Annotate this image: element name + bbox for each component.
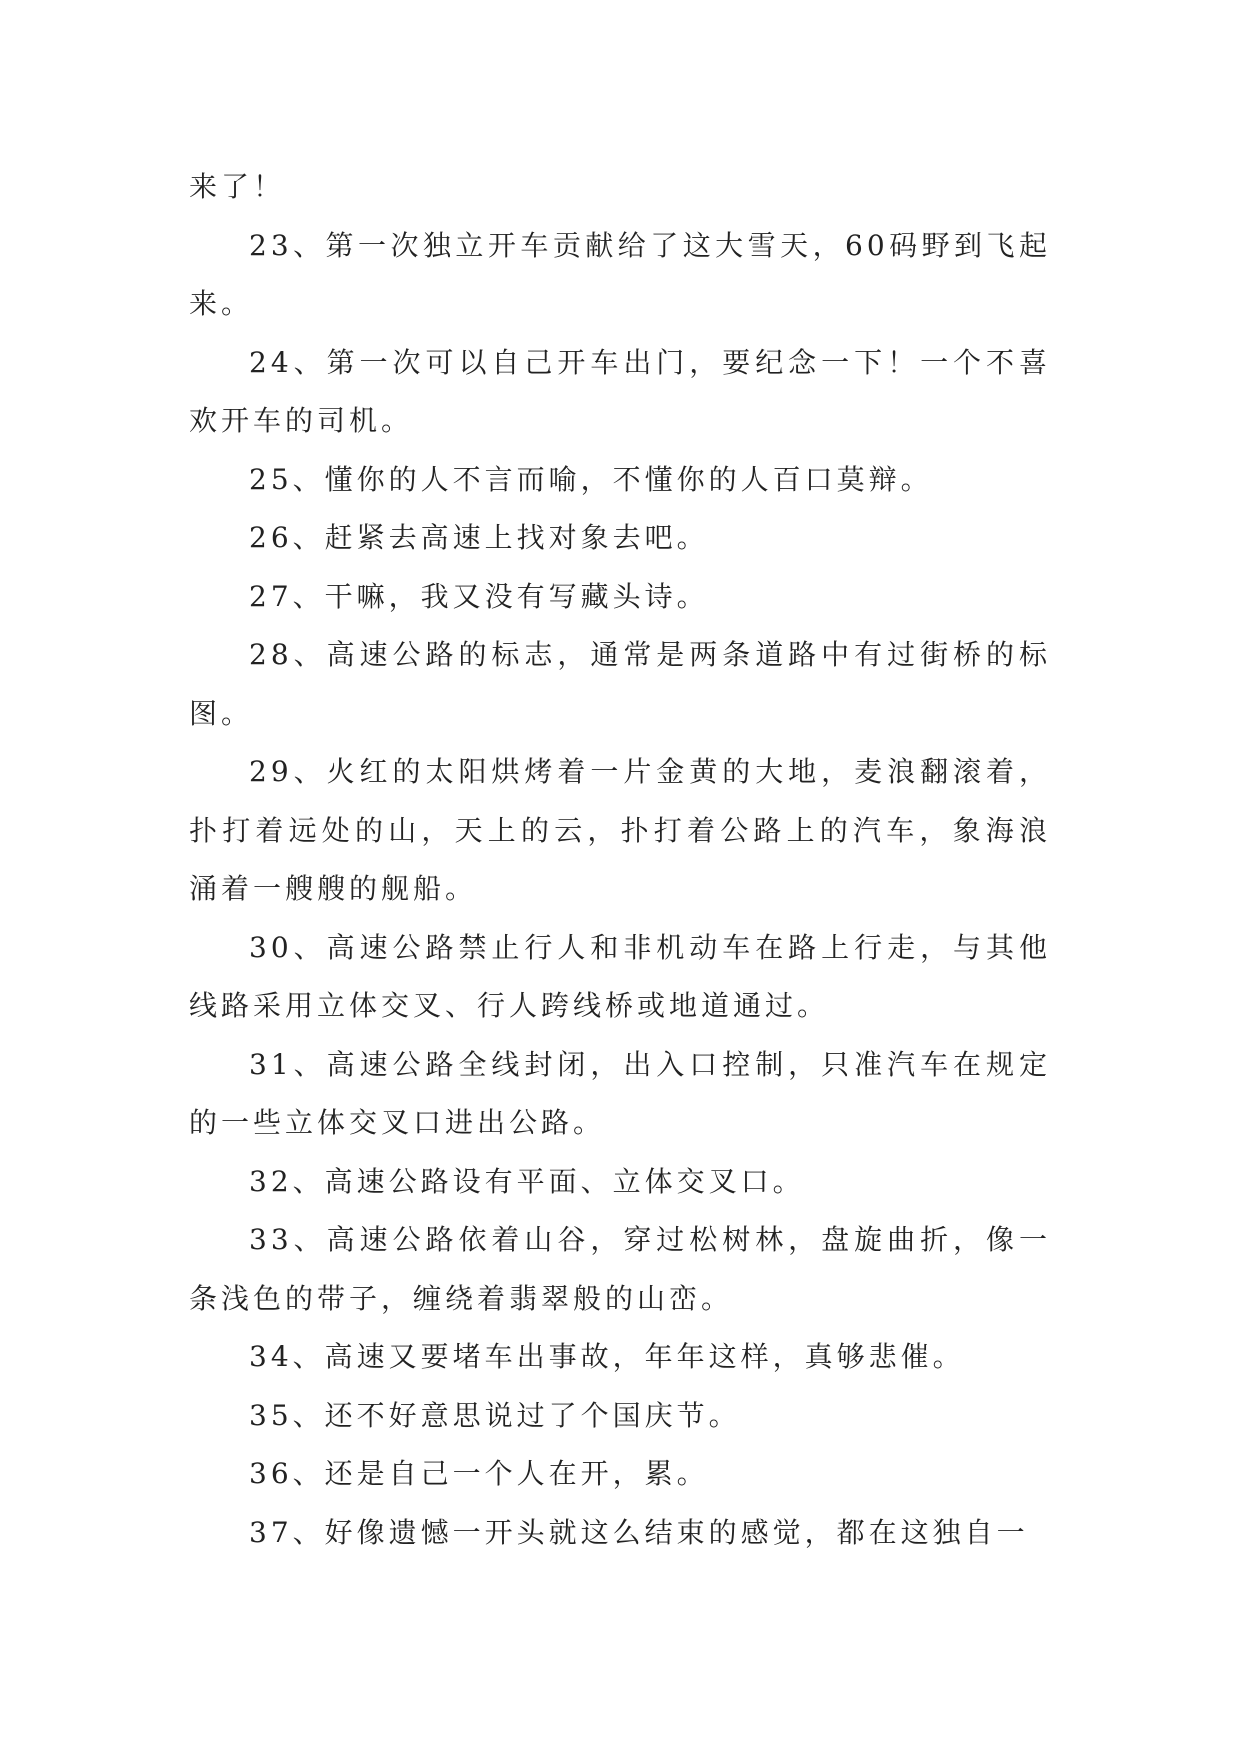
paragraph-12: 33、高速公路依着山谷，穿过松树林，盘旋曲折，像一条浅色的带子，缠绕着翡翠般的山峦。 (189, 1223, 1051, 1315)
paragraph-13: 34、高速又要堵车出事故，年年这样，真够悲催。 (249, 1340, 965, 1373)
paragraph-4: 25、懂你的人不言而喻，不懂你的人百口莫辩。 (249, 462, 933, 496)
paragraph-9: 30、高速公路禁止行人和非机动车在路上行走，与其他线路采用立体交叉、行人跨线桥或地道通过。 (189, 930, 1051, 1022)
paragraph-5: 26、赶紧去高速上找对象去吧。 (249, 521, 709, 554)
paragraph-7: 28、高速公路的标志，通常是两条道路中有过街桥的标图。 (189, 638, 1051, 730)
paragraph-8: 29、火红的太阳烘烤着一片金黄的大地，麦浪翻滚着，扑打着远处的山，天上的云，扑打着公路上的汽车，象海浪涌着一艘艘的舰船。 (189, 755, 1051, 905)
paragraph-11: 32、高速公路设有平面、立体交叉口。 (249, 1164, 805, 1198)
paragraph-6: 27、干嘛，我又没有写藏头诗。 (249, 579, 709, 613)
paragraph-10: 31、高速公路全线封闭，出入口控制，只准汽车在规定的一些立体交叉口进出公路。 (189, 1047, 1051, 1139)
document-body (189, 158, 1051, 1562)
paragraph-15: 36、还是自己一个人在开，累。 (249, 1457, 709, 1490)
paragraph-2: 23、第一次独立开车贡献给了这大雪天，60码野到飞起来。 (189, 228, 1051, 320)
paragraph-3: 24、第一次可以自己开车出门，要纪念一下！一个不喜欢开车的司机。 (189, 345, 1051, 437)
paragraph-16: 37、好像遗憾一开头就这么结束的感觉，都在这独自一 (249, 1515, 1029, 1549)
paragraph-14: 35、还不好意思说过了个国庆节。 (249, 1398, 741, 1432)
paragraph-1: 来了！ (189, 170, 286, 203)
